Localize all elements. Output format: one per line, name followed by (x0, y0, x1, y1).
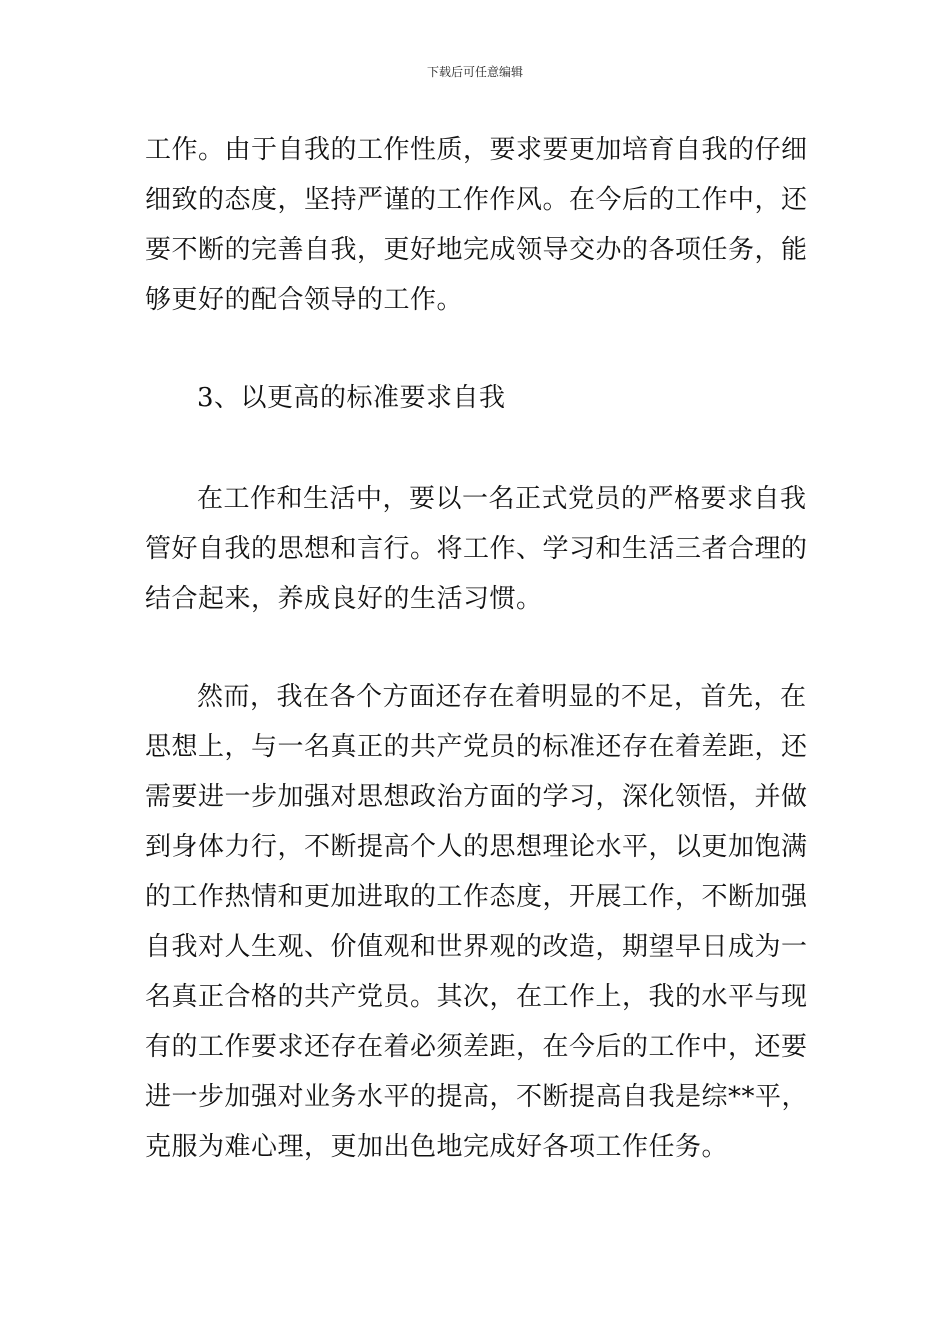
paragraph-line: 自我对人生观、价值观和世界观的改造，期望早日成为一 (145, 932, 808, 962)
section-heading: 3、以更高的标准要求自我 (197, 383, 506, 413)
paragraph-line: 要不断的完善自我，更好地完成领导交办的各项任务，能 (145, 235, 808, 265)
paragraph-line: 的工作热情和更加进取的工作态度，开展工作，不断加强 (145, 882, 808, 912)
page-header: 下载后可任意编辑 (426, 65, 523, 79)
paragraph-line: 然而，我在各个方面还存在着明显的不足，首先，在 (197, 682, 807, 712)
paragraph-line: 在工作和生活中，要以一名正式党员的严格要求自我 (197, 484, 807, 514)
paragraph-line: 细致的态度，坚持严谨的工作作风。在今后的工作中，还 (145, 185, 808, 215)
paragraph-line: 管好自我的思想和言行。将工作、学习和生活三者合理的 (145, 534, 808, 564)
paragraph-line: 到身体力行，不断提高个人的思想理论水平，以更加饱满 (145, 832, 808, 862)
paragraph-line: 进一步加强对业务水平的提高，不断提高自我是综**平， (145, 1082, 809, 1112)
paragraph-line: 需要进一步加强对思想政治方面的学习，深化领悟，并做 (145, 782, 808, 812)
paragraph-line: 结合起来，养成良好的生活习惯。 (145, 584, 543, 614)
paragraph-line: 有的工作要求还存在着必须差距，在今后的工作中，还要 (145, 1032, 808, 1062)
paragraph-line: 思想上，与一名真正的共产党员的标准还存在着差距，还 (145, 732, 808, 762)
paragraph-line: 工作。由于自我的工作性质，要求要更加培育自我的仔细 (145, 135, 808, 165)
paragraph-line: 克服为难心理，更加出色地完成好各项工作任务。 (145, 1132, 729, 1162)
paragraph-line: 够更好的配合领导的工作。 (145, 285, 464, 315)
paragraph-line: 名真正合格的共产党员。其次，在工作上，我的水平与现 (145, 982, 808, 1012)
